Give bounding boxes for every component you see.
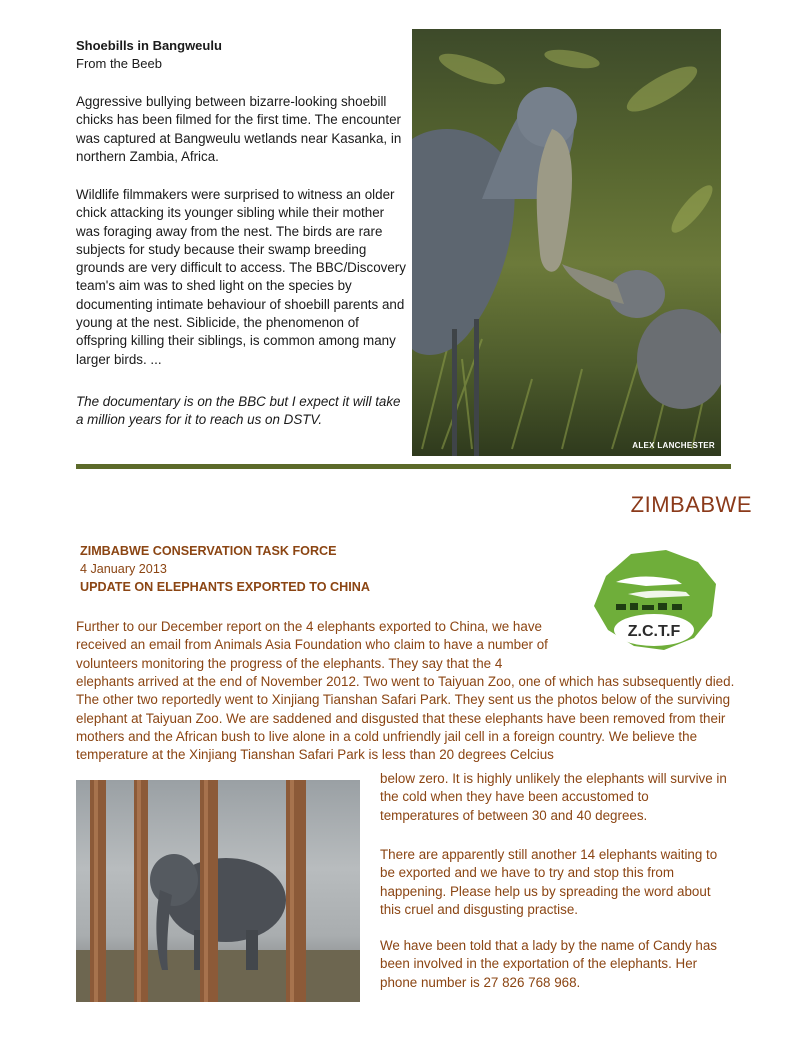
report-paragraph: below zero. It is highly unlikely the elephants will survive in the cold when they have been accustomed to temperatures of between 30 and 40 degrees. (380, 771, 727, 823)
article-editor-note: The documentary is on the BBC but I expect it will take a million years for it to reach us on DSTV. (76, 394, 401, 428)
organization-name: ZIMBABWE CONSERVATION TASK FORCE (80, 544, 337, 558)
shoebill-photo (412, 29, 721, 456)
shoebill-photo-illustration (412, 29, 721, 456)
section-divider (76, 464, 731, 469)
report-paragraph: Further to our December report on the 4 elephants exported to China, we have received an email from Animals Asia Foundation who claim to have a number of volunteers monitoring the progress of the elephants. They say that the 4 (76, 619, 548, 671)
elephant-photo (76, 780, 360, 1002)
article-paragraph: Aggressive bullying between bizarre-looking shoebill chicks has been filmed for the first time. The encounter was captured at Bangweulu wetlands near Kasanka, in northern Zambia, Africa. (76, 94, 402, 164)
report-headline: UPDATE ON ELEPHANTS EXPORTED TO CHINA (80, 580, 370, 594)
section-title: ZIMBABWE (630, 492, 752, 517)
report-paragraph: elephants arrived at the end of November 2012. Two went to Taiyuan Zoo, one of which has subsequently died. The other two reportedly went to Xinjiang Tianshan Safari Park. They sent us the photos below of the surviving elephant at Taiyuan Zoo. We are saddened and disgusted that these elephants have been removed from their mothers and the African bush to live alone in a cold unfriendly jail cell in a foreign country. We believe the temperature at the Xinjiang Tianshan Safari Park is less than 20 degrees Celcius (76, 674, 735, 763)
zctf-logo (586, 546, 724, 658)
report-date: 4 January 2013 (80, 562, 167, 576)
report-paragraph: We have been told that a lady by the name of Candy has been involved in the exportation of the elephants. Her phone number is 27 826 768 968. (380, 938, 717, 990)
report-paragraph: There are apparently still another 14 elephants waiting to be exported and we have to try and stop this from happening. Please help us by spreading the word about this cruel and disgusting practise. (380, 847, 718, 917)
article-source: From the Beeb (76, 56, 162, 71)
photo-credit: ALEX LANCHESTER (632, 441, 715, 450)
article-title: Shoebills in Bangweulu (76, 38, 222, 53)
elephant-photo-illustration (76, 780, 360, 1002)
zctf-logo-mark (586, 546, 724, 658)
article-paragraph: Wildlife filmmakers were surprised to witness an older chick attacking its younger sibling while their mother was foraging away from the nest. The birds are rare subjects for study because their swamp breeding grounds are very difficult to access. The BBC/Discovery team's aim was to shed light on the species by documenting intimate behaviour of shoebill parents and young at the nest. Siblicide, the phenomenon of offspring killing their siblings, is common among many larger birds. ... (76, 187, 406, 367)
logo-text: Z.C.T.F (627, 623, 681, 640)
